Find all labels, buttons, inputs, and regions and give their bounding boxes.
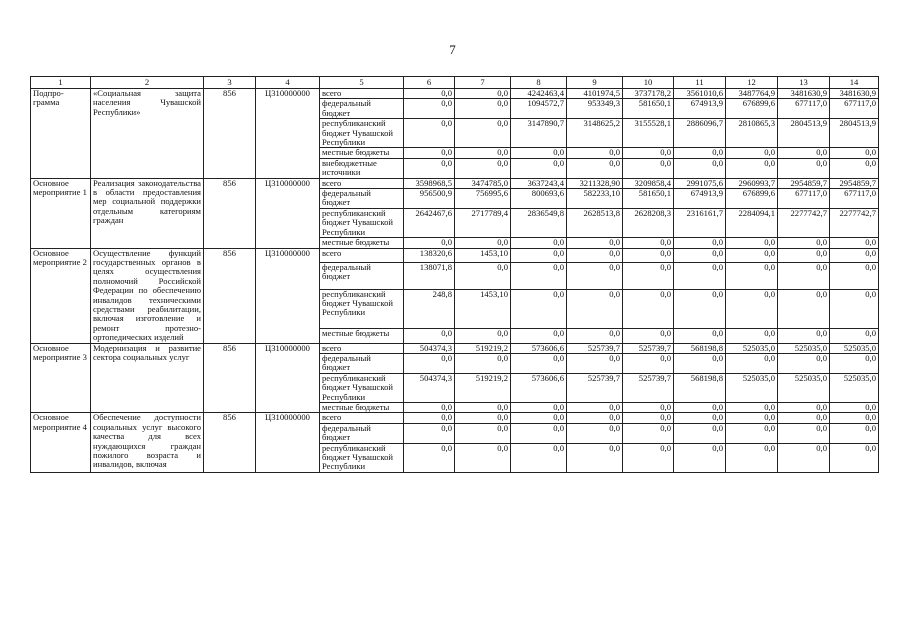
funding-source: всего	[320, 248, 404, 262]
column-number: 7	[455, 77, 511, 89]
amount-cell: 756995,6	[455, 189, 511, 209]
amount-cell: 0,0	[567, 413, 623, 423]
funding-source: всего	[320, 413, 404, 423]
funding-source: местные бюджеты	[320, 238, 404, 248]
amount-cell: 581650,1	[623, 99, 674, 119]
amount-cell: 0,0	[511, 289, 567, 329]
amount-cell: 0,0	[674, 238, 726, 248]
grbs-code: 856	[204, 89, 256, 179]
funding-source: местные бюджеты	[320, 148, 404, 158]
amount-cell: 953349,3	[567, 99, 623, 119]
amount-cell: 0,0	[778, 423, 830, 443]
amount-cell: 3474785,0	[455, 178, 511, 188]
funding-source: федеральный бюджет	[320, 189, 404, 209]
amount-cell: 677117,0	[778, 189, 830, 209]
amount-cell: 0,0	[404, 238, 455, 248]
table-row	[31, 413, 879, 423]
amount-cell: 0,0	[674, 248, 726, 262]
program-label: Основное мероприятие 1	[31, 178, 91, 248]
funding-source: республиканский бюджет Чувашской Республики	[320, 373, 404, 402]
amount-cell: 0,0	[567, 158, 623, 178]
amount-cell: 2642467,6	[404, 208, 455, 237]
grbs-code: 856	[204, 248, 256, 343]
amount-cell: 0,0	[455, 89, 511, 99]
amount-cell: 3737178,2	[623, 89, 674, 99]
amount-cell: 519219,2	[455, 373, 511, 402]
amount-cell: 0,0	[674, 443, 726, 472]
amount-cell: 956500,9	[404, 189, 455, 209]
amount-cell: 3481630,9	[778, 89, 830, 99]
amount-cell: 0,0	[726, 423, 778, 443]
program-label: Основное мероприятие 3	[31, 343, 91, 413]
table-row	[31, 89, 879, 99]
amount-cell: 0,0	[623, 423, 674, 443]
amount-cell: 0,0	[567, 148, 623, 158]
amount-cell: 0,0	[778, 158, 830, 178]
amount-cell: 0,0	[830, 329, 879, 343]
amount-cell: 0,0	[455, 403, 511, 413]
amount-cell: 0,0	[404, 403, 455, 413]
amount-cell: 2810865,3	[726, 119, 778, 148]
amount-cell: 0,0	[567, 262, 623, 289]
amount-cell: 0,0	[567, 353, 623, 373]
funding-source: федеральный бюджет	[320, 423, 404, 443]
amount-cell: 525035,0	[830, 373, 879, 402]
amount-cell: 0,0	[455, 329, 511, 343]
amount-cell: 525035,0	[830, 343, 879, 353]
amount-cell: 3481630,9	[830, 89, 879, 99]
amount-cell: 0,0	[455, 423, 511, 443]
amount-cell: 3598968,5	[404, 178, 455, 188]
amount-cell: 800693,6	[511, 189, 567, 209]
amount-cell: 519219,2	[455, 343, 511, 353]
amount-cell: 0,0	[511, 413, 567, 423]
amount-cell: 0,0	[674, 262, 726, 289]
amount-cell: 0,0	[726, 262, 778, 289]
amount-cell: 0,0	[455, 262, 511, 289]
column-number: 2	[91, 77, 204, 89]
amount-cell: 138071,8	[404, 262, 455, 289]
grbs-code: 856	[204, 343, 256, 413]
amount-cell: 568198,8	[674, 373, 726, 402]
amount-cell: 2954859,7	[830, 178, 879, 188]
amount-cell: 0,0	[830, 158, 879, 178]
amount-cell: 0,0	[623, 238, 674, 248]
amount-cell: 573606,6	[511, 343, 567, 353]
amount-cell: 0,0	[567, 248, 623, 262]
column-number: 1	[31, 77, 91, 89]
amount-cell: 0,0	[511, 158, 567, 178]
amount-cell: 3487764,9	[726, 89, 778, 99]
column-number: 10	[623, 77, 674, 89]
amount-cell: 0,0	[623, 403, 674, 413]
amount-cell: 0,0	[567, 329, 623, 343]
amount-cell: 2960993,7	[726, 178, 778, 188]
amount-cell: 0,0	[674, 329, 726, 343]
amount-cell: 2277742,7	[778, 208, 830, 237]
amount-cell: 3637243,4	[511, 178, 567, 188]
amount-cell: 0,0	[567, 238, 623, 248]
amount-cell: 525739,7	[567, 373, 623, 402]
amount-cell: 3148625,2	[567, 119, 623, 148]
amount-cell: 0,0	[511, 238, 567, 248]
amount-cell: 0,0	[404, 119, 455, 148]
amount-cell: 0,0	[404, 423, 455, 443]
amount-cell: 0,0	[830, 353, 879, 373]
funding-source: республиканский бюджет Чувашской Республики	[320, 289, 404, 329]
amount-cell: 0,0	[455, 158, 511, 178]
amount-cell: 3147890,7	[511, 119, 567, 148]
amount-cell: 0,0	[778, 248, 830, 262]
amount-cell: 0,0	[455, 99, 511, 119]
funding-source: республиканский бюджет Чувашской Республики	[320, 443, 404, 472]
amount-cell: 0,0	[623, 148, 674, 158]
amount-cell: 2316161,7	[674, 208, 726, 237]
amount-cell: 0,0	[404, 89, 455, 99]
amount-cell: 0,0	[726, 158, 778, 178]
program-name: Осуществление функций государственных органов в целях осуществления полномочий Российской Федерации по обеспечению инвалидов техническими средствами реабилитации, включая изготовление и ремонт протезно-ортопедических изделий	[91, 248, 204, 343]
amount-cell: 0,0	[623, 262, 674, 289]
amount-cell: 2836549,8	[511, 208, 567, 237]
amount-cell: 0,0	[623, 413, 674, 423]
column-number: 6	[404, 77, 455, 89]
amount-cell: 677117,0	[778, 99, 830, 119]
program-label: Основное мероприятие 4	[31, 413, 91, 472]
amount-cell: 0,0	[778, 443, 830, 472]
amount-cell: 0,0	[511, 353, 567, 373]
amount-cell: 3561010,6	[674, 89, 726, 99]
funding-source: внебюджетные источники	[320, 158, 404, 178]
column-number: 5	[320, 77, 404, 89]
amount-cell: 1453,10	[455, 248, 511, 262]
program-label: Основное мероприятие 2	[31, 248, 91, 343]
program-name: Реализация законодательства в области предоставления мер социальной поддержки отдельным категориям граждан	[91, 178, 204, 248]
funding-source: всего	[320, 343, 404, 353]
page-number: 7	[449, 42, 456, 57]
amount-cell: 0,0	[455, 119, 511, 148]
target-article-code: Ц310000000	[256, 413, 320, 472]
amount-cell: 581650,1	[623, 189, 674, 209]
column-number: 9	[567, 77, 623, 89]
amount-cell: 0,0	[455, 413, 511, 423]
amount-cell: 4242463,4	[511, 89, 567, 99]
amount-cell: 568198,8	[674, 343, 726, 353]
amount-cell: 0,0	[623, 289, 674, 329]
amount-cell: 0,0	[830, 443, 879, 472]
table-row	[31, 178, 879, 188]
amount-cell: 2954859,7	[778, 178, 830, 188]
grbs-code: 856	[204, 413, 256, 472]
column-number: 12	[726, 77, 778, 89]
target-article-code: Ц310000000	[256, 248, 320, 343]
amount-cell: 504374,3	[404, 373, 455, 402]
amount-cell: 0,0	[455, 443, 511, 472]
amount-cell: 0,0	[567, 289, 623, 329]
column-number: 11	[674, 77, 726, 89]
amount-cell: 674913,9	[674, 189, 726, 209]
amount-cell: 0,0	[511, 262, 567, 289]
amount-cell: 2628208,3	[623, 208, 674, 237]
amount-cell: 0,0	[455, 238, 511, 248]
amount-cell: 138320,6	[404, 248, 455, 262]
amount-cell: 677117,0	[830, 99, 879, 119]
column-number: 4	[256, 77, 320, 89]
amount-cell: 0,0	[830, 423, 879, 443]
amount-cell: 0,0	[726, 413, 778, 423]
funding-source: республиканский бюджет Чувашской Республики	[320, 208, 404, 237]
column-number: 13	[778, 77, 830, 89]
column-number: 8	[511, 77, 567, 89]
amount-cell: 3211328,90	[567, 178, 623, 188]
amount-cell: 0,0	[726, 353, 778, 373]
amount-cell: 674913,9	[674, 99, 726, 119]
amount-cell: 0,0	[726, 329, 778, 343]
amount-cell: 0,0	[455, 148, 511, 158]
budget-table	[30, 76, 879, 473]
amount-cell: 0,0	[674, 158, 726, 178]
amount-cell: 0,0	[404, 413, 455, 423]
amount-cell: 525035,0	[778, 343, 830, 353]
amount-cell: 0,0	[674, 413, 726, 423]
target-article-code: Ц310000000	[256, 89, 320, 179]
amount-cell: 0,0	[623, 443, 674, 472]
funding-source: всего	[320, 89, 404, 99]
amount-cell: 2717789,4	[455, 208, 511, 237]
amount-cell: 0,0	[511, 329, 567, 343]
amount-cell: 676899,6	[726, 99, 778, 119]
amount-cell: 0,0	[674, 353, 726, 373]
amount-cell: 0,0	[623, 329, 674, 343]
table-row	[31, 343, 879, 353]
funding-source: федеральный бюджет	[320, 99, 404, 119]
amount-cell: 0,0	[726, 238, 778, 248]
amount-cell: 0,0	[778, 353, 830, 373]
amount-cell: 0,0	[778, 148, 830, 158]
amount-cell: 525739,7	[623, 373, 674, 402]
amount-cell: 677117,0	[830, 189, 879, 209]
amount-cell: 525739,7	[567, 343, 623, 353]
amount-cell: 1453,10	[455, 289, 511, 329]
amount-cell: 0,0	[404, 329, 455, 343]
column-number: 3	[204, 77, 256, 89]
amount-cell: 0,0	[623, 353, 674, 373]
amount-cell: 0,0	[404, 148, 455, 158]
table-row	[31, 248, 879, 262]
amount-cell: 504374,3	[404, 343, 455, 353]
amount-cell: 248,8	[404, 289, 455, 329]
amount-cell: 1094572,7	[511, 99, 567, 119]
amount-cell: 2886096,7	[674, 119, 726, 148]
program-name: «Социальная защита населения Чувашской Республики»	[91, 89, 204, 179]
amount-cell: 0,0	[674, 148, 726, 158]
amount-cell: 0,0	[726, 148, 778, 158]
amount-cell: 0,0	[778, 413, 830, 423]
amount-cell: 0,0	[778, 403, 830, 413]
amount-cell: 0,0	[511, 403, 567, 413]
amount-cell: 0,0	[674, 423, 726, 443]
amount-cell: 525739,7	[623, 343, 674, 353]
amount-cell: 582233,10	[567, 189, 623, 209]
program-name: Обеспечение доступности социальных услуг высокого качества для всех нуждающихся граждан пожилого возраста и инвалидов, включая	[91, 413, 204, 472]
amount-cell: 0,0	[830, 413, 879, 423]
amount-cell: 0,0	[830, 289, 879, 329]
amount-cell: 0,0	[830, 262, 879, 289]
amount-cell: 0,0	[726, 443, 778, 472]
amount-cell: 573606,6	[511, 373, 567, 402]
column-number-row	[31, 77, 879, 89]
amount-cell: 0,0	[511, 443, 567, 472]
funding-source: местные бюджеты	[320, 403, 404, 413]
amount-cell: 0,0	[830, 248, 879, 262]
amount-cell: 0,0	[511, 423, 567, 443]
target-article-code: Ц310000000	[256, 343, 320, 413]
funding-source: федеральный бюджет	[320, 262, 404, 289]
amount-cell: 0,0	[726, 248, 778, 262]
target-article-code: Ц310000000	[256, 178, 320, 248]
amount-cell: 2628513,8	[567, 208, 623, 237]
amount-cell: 0,0	[674, 403, 726, 413]
amount-cell: 0,0	[511, 248, 567, 262]
amount-cell: 2991075,6	[674, 178, 726, 188]
amount-cell: 0,0	[404, 443, 455, 472]
amount-cell: 0,0	[567, 423, 623, 443]
amount-cell: 0,0	[404, 99, 455, 119]
column-number: 14	[830, 77, 879, 89]
amount-cell: 676899,6	[726, 189, 778, 209]
amount-cell: 0,0	[778, 289, 830, 329]
amount-cell: 2804513,9	[778, 119, 830, 148]
amount-cell: 3209858,4	[623, 178, 674, 188]
amount-cell: 0,0	[567, 403, 623, 413]
amount-cell: 525035,0	[726, 373, 778, 402]
funding-source: республиканский бюджет Чувашской Республики	[320, 119, 404, 148]
amount-cell: 0,0	[830, 238, 879, 248]
amount-cell: 0,0	[511, 148, 567, 158]
amount-cell: 0,0	[404, 353, 455, 373]
amount-cell: 0,0	[726, 403, 778, 413]
funding-source: местные бюджеты	[320, 329, 404, 343]
program-label: Подпро-грамма	[31, 89, 91, 179]
funding-source: федеральный бюджет	[320, 353, 404, 373]
amount-cell: 0,0	[567, 443, 623, 472]
program-name: Модернизация и развитие сектора социальных услуг	[91, 343, 204, 413]
amount-cell: 0,0	[404, 158, 455, 178]
amount-cell: 525035,0	[726, 343, 778, 353]
amount-cell: 0,0	[455, 353, 511, 373]
amount-cell: 0,0	[778, 329, 830, 343]
amount-cell: 0,0	[623, 248, 674, 262]
amount-cell: 3155528,1	[623, 119, 674, 148]
amount-cell: 2804513,9	[830, 119, 879, 148]
amount-cell: 0,0	[830, 403, 879, 413]
amount-cell: 0,0	[830, 148, 879, 158]
amount-cell: 0,0	[778, 238, 830, 248]
amount-cell: 0,0	[674, 289, 726, 329]
amount-cell: 0,0	[623, 158, 674, 178]
amount-cell: 0,0	[778, 262, 830, 289]
amount-cell: 525035,0	[778, 373, 830, 402]
funding-source: всего	[320, 178, 404, 188]
amount-cell: 4101974,5	[567, 89, 623, 99]
amount-cell: 2277742,7	[830, 208, 879, 237]
amount-cell: 0,0	[726, 289, 778, 329]
grbs-code: 856	[204, 178, 256, 248]
amount-cell: 2284094,1	[726, 208, 778, 237]
